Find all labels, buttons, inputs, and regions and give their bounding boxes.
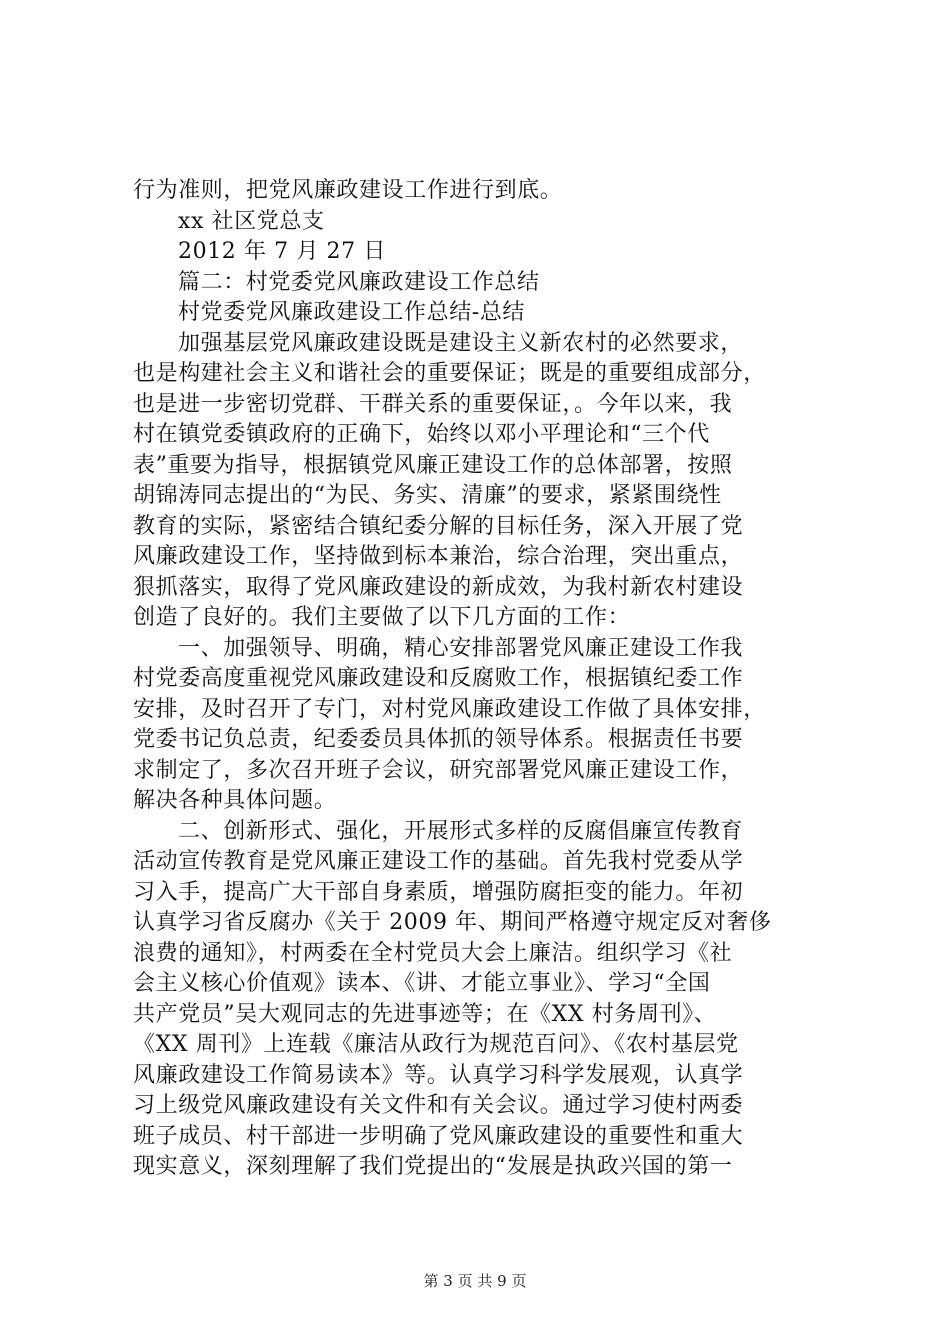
- text-line: 胡锦涛同志提出的“为民、务实、清廉”的要求，紧紧围绕性: [133, 483, 722, 508]
- text-line: 认真学习省反腐办《关于 2009 年、期间严格遵守规定反对奢侈: [133, 910, 772, 935]
- text-line: 求制定了，多次召开班子会议，研究部署党风廉正建设工作，: [133, 757, 744, 783]
- text-line: 习入手，提高广大干部自身素质，增强防腐拒变的能力。年初: [133, 879, 744, 905]
- text-line: 共产党员”吴大观同志的先进事迹等；在《XX 村务周刊》、: [133, 1001, 717, 1027]
- text-line: 教育的实际，紧密结合镇纪委分解的目标任务，深入开展了党: [133, 513, 744, 539]
- page-footer: 第 3 页 共 9 页: [423, 1272, 527, 1290]
- text-line: 现实意义，深刻理解了我们党提出的“发展是执政兴国的第一: [133, 1154, 733, 1179]
- text-line: 浪费的通知》，村两委在全村党员大会上廉洁。组织学习《社: [133, 940, 733, 966]
- text-line: 2012 年 7 月 27 日: [178, 239, 386, 264]
- text-line: 村在镇党委镇政府的正确下，始终以邓小平理论和“三个代: [133, 422, 710, 447]
- text-line: xx 社区党总支: [178, 208, 325, 234]
- text-line: 安排，及时召开了专门，对村党风廉政建设工作做了具体安排，: [133, 696, 766, 722]
- text-line: 活动宣传教育是党风廉正建设工作的基础。首先我村党委从学: [133, 849, 744, 874]
- text-line: 村党委党风廉政建设工作总结-总结: [178, 300, 526, 325]
- text-line: 党委书记负总责，纪委委员具体抓的领导体系。根据责任书要: [133, 727, 744, 752]
- text-line: 风廉政建设工作，坚持做到标本兼治，综合治理，突出重点，: [133, 544, 744, 569]
- text-line: 《XX 周刊》上连载《廉洁从政行为规范百问》、《农村基层党: [133, 1032, 739, 1057]
- text-line: 也是构建社会主义和谐社会的重要保证；既是的重要组成部分，: [133, 361, 766, 386]
- text-line: 也是进一步密切党群、干群关系的重要保证，。今年以来，我: [133, 391, 733, 417]
- text-line: 一、加强领导、明确，精心安排部署党风廉正建设工作我: [178, 635, 744, 661]
- text-line: 会主义核心价值观》读本、《讲、才能立事业》、学习“全国: [133, 971, 711, 996]
- text-line: 创造了良好的。我们主要做了以下几方面的工作：: [133, 605, 631, 630]
- text-line: 加强基层党风廉政建设既是建设主义新农村的必然要求，: [178, 330, 744, 356]
- text-line: 狠抓落实，取得了党风廉政建设的新成效，为我村新农村建设: [133, 574, 744, 600]
- text-line: 表”重要为指导，根据镇党风廉正建设工作的总体部署，按照: [133, 452, 733, 478]
- text-line: 习上级党风廉政建设有关文件和有关会议。通过学习使村两委: [133, 1093, 744, 1118]
- text-line: 二、创新形式、强化，开展形式多样的反腐倡廉宣传教育: [178, 818, 744, 844]
- text-line: 班子成员、村干部进一步明确了党风廉政建设的重要性和重大: [133, 1123, 744, 1149]
- text-line: 风廉政建设工作简易读本》等。认真学习科学发展观，认真学: [133, 1062, 744, 1088]
- document-body: [133, 176, 831, 1183]
- text-line: 村党委高度重视党风廉政建设和反腐败工作，根据镇纪委工作: [133, 666, 744, 691]
- text-line: 解决各种具体问题。: [133, 788, 337, 813]
- text-line: 行为准则，把党风廉政建设工作进行到底。: [133, 178, 563, 203]
- text-line: 篇二：村党委党风廉政建设工作总结: [178, 269, 540, 295]
